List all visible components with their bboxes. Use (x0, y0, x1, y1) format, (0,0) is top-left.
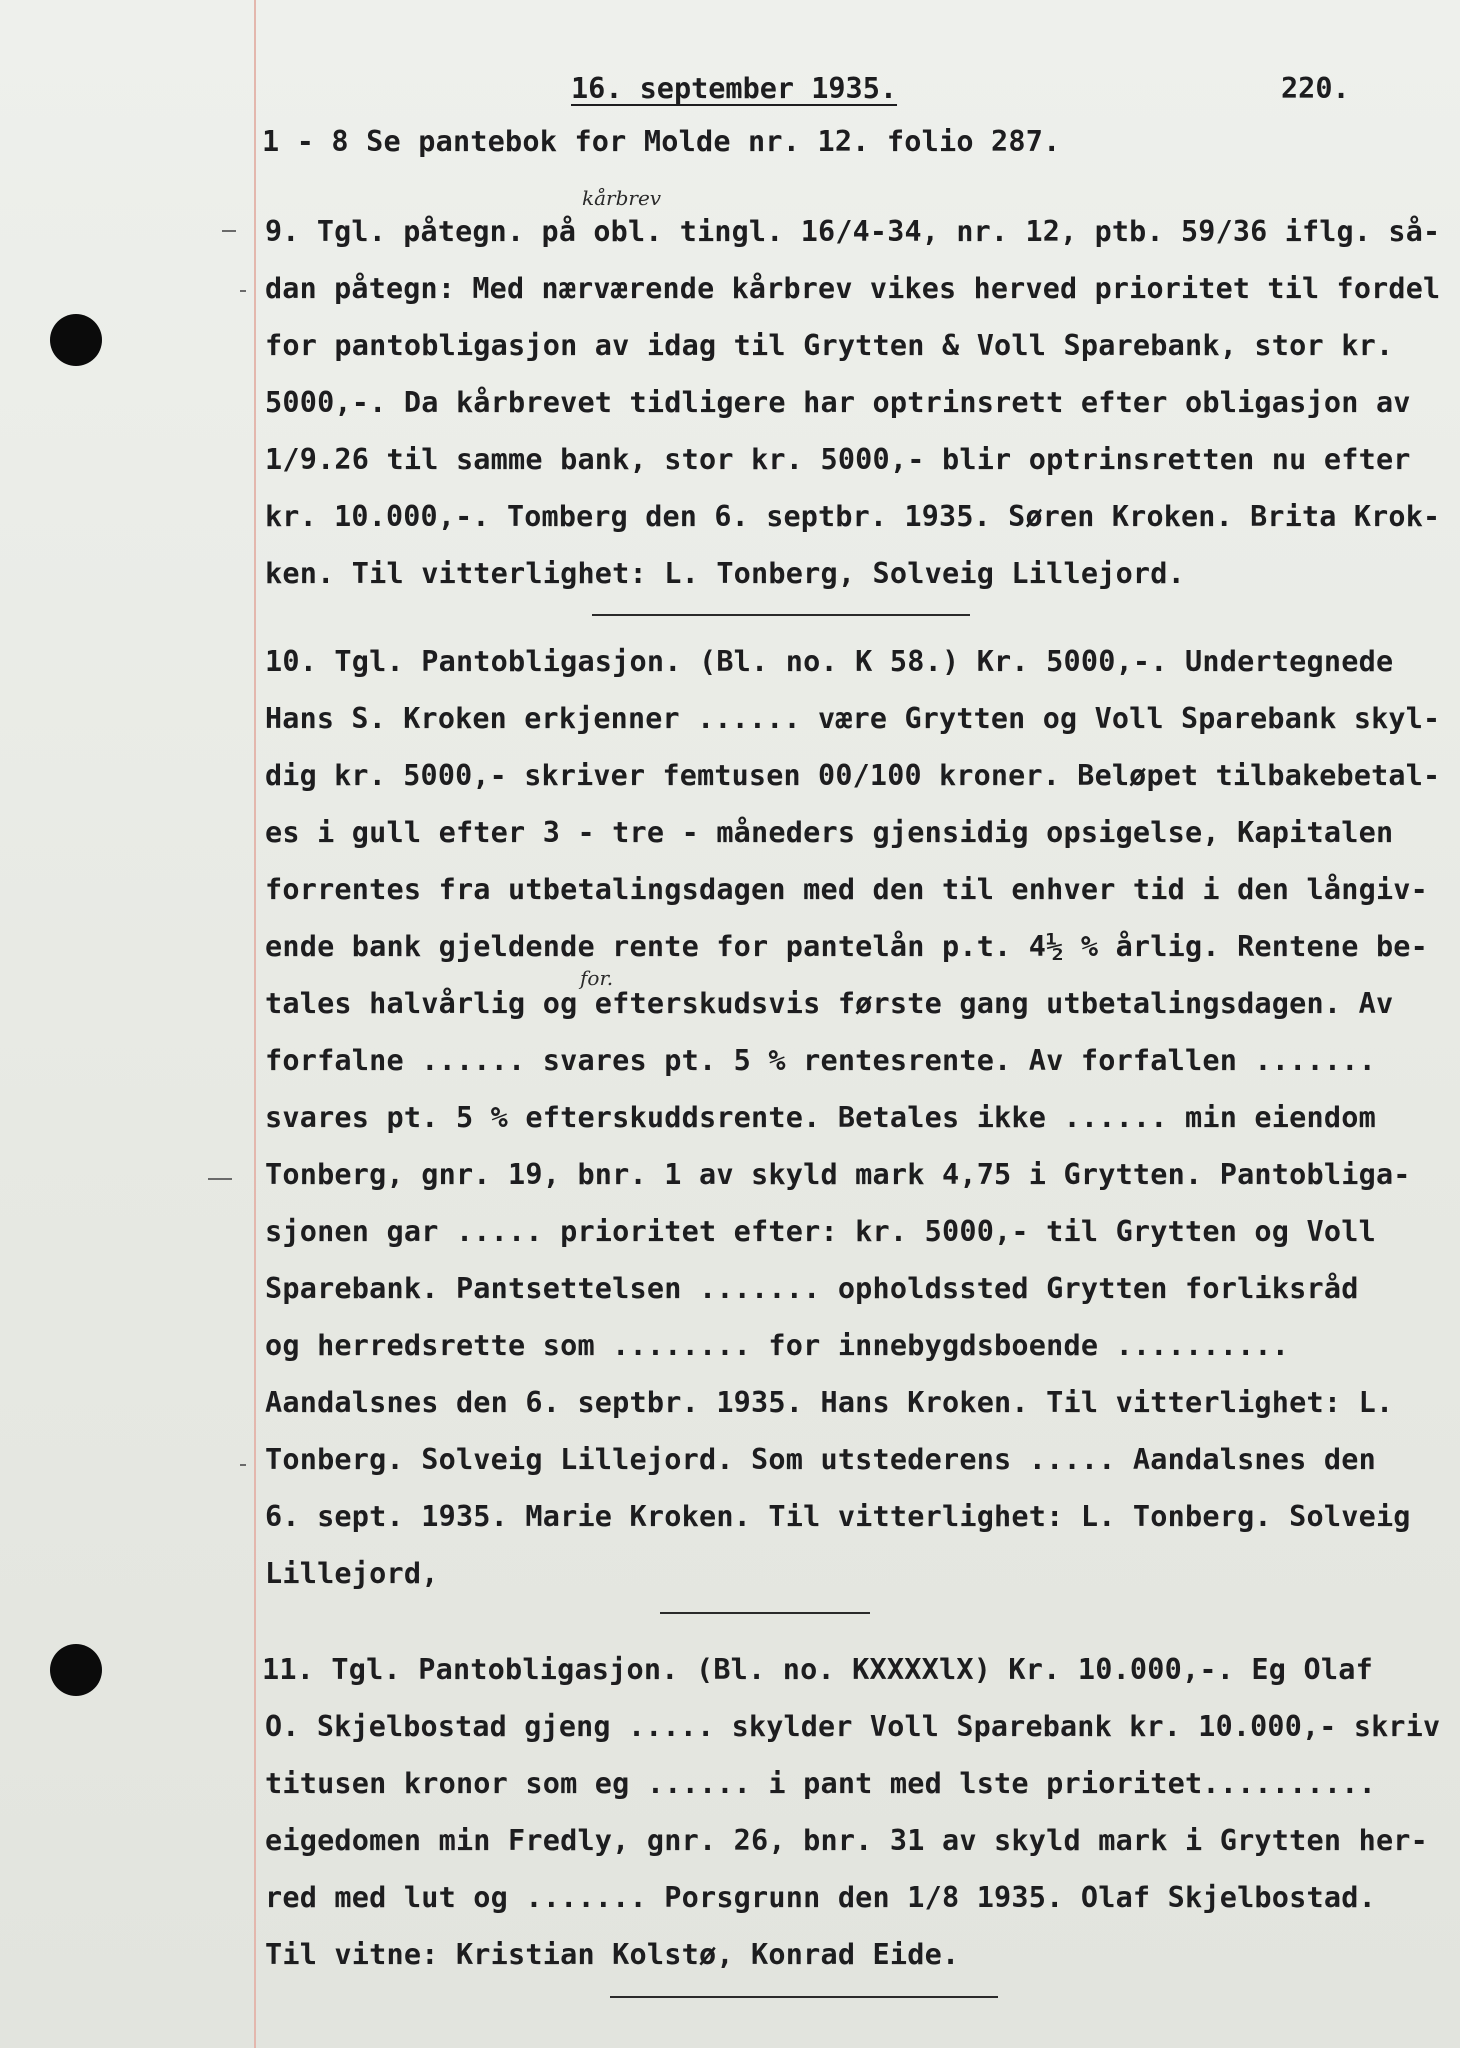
text-line: es i gull efter 3 - tre - måneders gjensidig opsigelse, Kapitalen (265, 816, 1394, 849)
handwritten-annotation: kårbrev (582, 186, 662, 210)
text-line: Tonberg, gnr. 19, bnr. 1 av skyld mark 4,75 i Grytten. Pantobliga- (265, 1158, 1411, 1191)
text-line: red med lut og ....... Porsgrunn den 1/8 1935. Olaf Skjelbostad. (265, 1881, 1376, 1914)
margin-tick (222, 230, 236, 232)
text-line: svares pt. 5 % efterskuddsrente. Betales ikke ...... min eiendom (265, 1101, 1376, 1134)
handwritten-annotation: for. (580, 966, 614, 990)
text-line: 10. Tgl. Pantobligasjon. (Bl. no. K 58.) Kr. 5000,-. Undertegnede (265, 645, 1394, 678)
punch-hole (50, 1644, 102, 1696)
section-separator (610, 1996, 998, 1998)
text-line: kr. 10.000,-. Tomberg den 6. septbr. 1935. Søren Kroken. Brita Krok- (265, 500, 1441, 533)
text-line: 11. Tgl. Pantobligasjon. (Bl. no. KXXXXlX) Kr. 10.000,-. Eg Olaf (262, 1653, 1373, 1686)
text-line: dig kr. 5000,- skriver femtusen 00/100 kroner. Beløpet tilbakebetal- (265, 759, 1441, 792)
text-line: dan påtegn: Med nærværende kårbrev vikes herved prioritet til fordel (265, 272, 1441, 305)
text-line: Aandalsnes den 6. septbr. 1935. Hans Kroken. Til vitterlighet: L. (265, 1386, 1394, 1419)
text-line: tales halvårlig og efterskudsvis første gang utbetalingsdagen. Av (265, 987, 1394, 1020)
page-number: 220. (1281, 72, 1350, 105)
text-line: titusen kronor som eg ...... i pant med lste prioritet.......... (265, 1767, 1376, 1800)
punch-hole (50, 314, 102, 366)
text-line: Hans S. Kroken erkjenner ...... være Grytten og Voll Sparebank skyl- (265, 702, 1441, 735)
text-line: Sparebank. Pantsettelsen ....... opholdssted Grytten forliksråd (265, 1272, 1359, 1305)
text-line: O. Skjelbostad gjeng ..... skylder Voll Sparebank kr. 10.000,- skriv (265, 1710, 1441, 1743)
text-line: Til vitne: Kristian Kolstø, Konrad Eide. (265, 1938, 960, 1971)
text-line: sjonen gar ..... prioritet efter: kr. 5000,- til Grytten og Voll (265, 1215, 1376, 1248)
margin-tick (240, 290, 246, 292)
text-line: ken. Til vitterlighet: L. Tonberg, Solveig Lillejord. (265, 557, 1185, 590)
text-line: for pantobligasjon av idag til Grytten & Voll Sparebank, stor kr. (265, 329, 1394, 362)
text-line: 5000,-. Da kårbrevet tidligere har optrinsrett efter obligasjon av (265, 386, 1411, 419)
text-line: og herredsrette som ........ for innebygdsboende .......... (265, 1329, 1290, 1362)
text-line: 1 - 8 Se pantebok for Molde nr. 12. folio 287. (262, 125, 1061, 158)
margin-tick (240, 1464, 246, 1466)
text-line: ende bank gjeldende rente for pantelån p.t. 4½ % årlig. Rentene be- (265, 930, 1429, 963)
text-line: 9. Tgl. påtegn. på obl. tingl. 16/4-34, nr. 12, ptb. 59/36 iflg. så- (265, 215, 1441, 248)
text-line: Tonberg. Solveig Lillejord. Som utstederens ..... Aandalsnes den (265, 1443, 1376, 1476)
section-separator (660, 1612, 870, 1614)
margin-rule (254, 0, 256, 2048)
margin-tick (208, 1178, 232, 1180)
text-line: 1/9.26 til samme bank, stor kr. 5000,- blir optrinsretten nu efter (265, 443, 1411, 476)
text-line: 6. sept. 1935. Marie Kroken. Til vitterlighet: L. Tonberg. Solveig (265, 1500, 1411, 1533)
text-line: forfalne ...... svares pt. 5 % rentesrente. Av forfallen ....... (265, 1044, 1376, 1077)
section-separator (592, 614, 970, 616)
text-line: forrentes fra utbetalingsdagen med den til enhver tid i den långiv- (265, 873, 1429, 906)
page-date: 16. september 1935. (571, 72, 898, 105)
text-line: eigedomen min Fredly, gnr. 26, bnr. 31 av skyld mark i Grytten her- (265, 1824, 1429, 1857)
text-line: Lillejord, (265, 1557, 439, 1590)
